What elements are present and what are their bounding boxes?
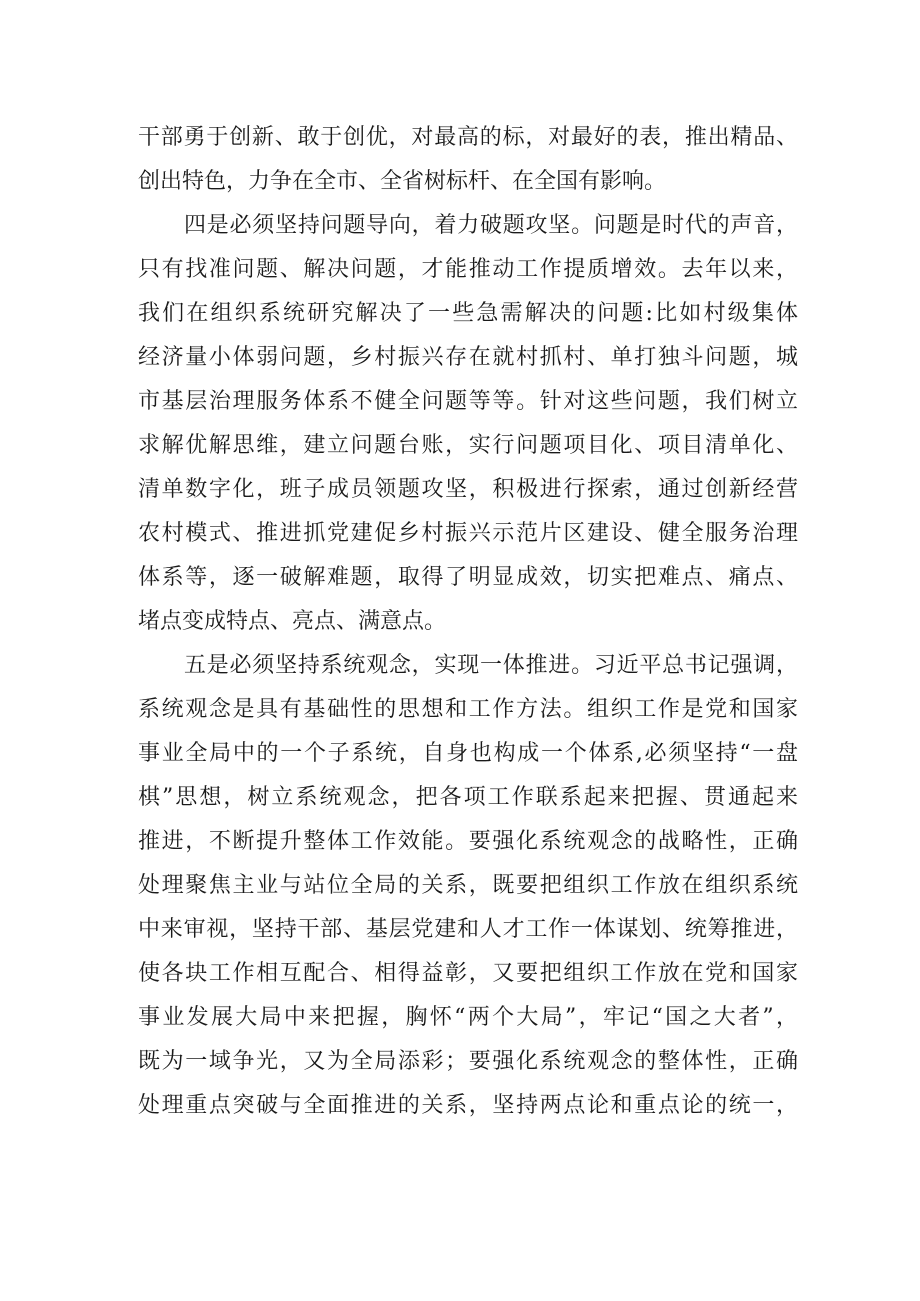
- paragraph-3-line-4: 棋”思想，树立系统观念，把各项工作联系起来把握、贯通起来: [138, 785, 798, 810]
- paragraph-2-line-10: 堵点变成特点、亮点、满意点。: [138, 609, 447, 634]
- paragraph-2-line-9: 体系等，逐一破解难题，取得了明显成效，切实把难点、痛点、: [138, 565, 798, 590]
- paragraph-1-line-2: 创出特色，力争在全市、全省树标杆、在全国有影响。: [138, 169, 667, 194]
- paragraph-2-line-3: 我们在组织系统研究解决了一些急需解决的问题:比如村级集体: [138, 301, 798, 326]
- paragraph-1-line-1: 干部勇于创新、敢于创优，对最高的标，对最好的表，推出精品、: [138, 125, 798, 150]
- paragraph-2-line-4: 经济量小体弱问题，乡村振兴存在就村抓村、单打独斗问题，城: [138, 345, 798, 370]
- paragraph-2-line-5: 市基层治理服务体系不健全问题等等。针对这些问题，我们树立: [138, 389, 798, 414]
- paragraph-3-line-8: 使各块工作相互配合、相得益彰，又要把组织工作放在党和国家: [138, 961, 798, 986]
- paragraph-3-line-10: 既为一域争光，又为全局添彩；要强化系统观念的整体性，正确: [138, 1049, 798, 1074]
- paragraph-2-line-1: 四是必须坚持问题导向，着力破题攻坚。问题是时代的声音，: [184, 213, 798, 238]
- paragraph-3-line-9: 事业发展大局中来把握，胸怀“两个大局”，牢记“国之大者”，: [138, 1005, 798, 1030]
- paragraph-2-line-8: 农村模式、推进抓党建促乡村振兴示范片区建设、健全服务治理: [138, 521, 798, 546]
- paragraph-3-line-7: 中来审视，坚持干部、基层党建和人才工作一体谋划、统筹推进，: [138, 917, 798, 942]
- paragraph-3-line-1: 五是必须坚持系统观念，实现一体推进。习近平总书记强调，: [184, 653, 798, 678]
- paragraph-3-line-5: 推进，不断提升整体工作效能。要强化系统观念的战略性，正确: [138, 829, 798, 854]
- paragraph-3-line-11: 处理重点突破与全面推进的关系，坚持两点论和重点论的统一，: [138, 1093, 798, 1118]
- paragraph-2-line-7: 清单数字化，班子成员领题攻坚，积极进行探索，通过创新经营: [138, 477, 798, 502]
- paragraph-3-line-2: 系统观念是具有基础性的思想和工作方法。组织工作是党和国家: [138, 697, 798, 722]
- paragraph-3-line-6: 处理聚焦主业与站位全局的关系，既要把组织工作放在组织系统: [138, 873, 798, 898]
- paragraph-2-line-2: 只有找准问题、解决问题，才能推动工作提质增效。去年以来，: [138, 257, 798, 282]
- paragraph-3-line-3: 事业全局中的一个子系统，自身也构成一个体系,必须坚持“一盘: [138, 741, 798, 766]
- paragraph-2-line-6: 求解优解思维，建立问题台账，实行问题项目化、项目清单化、: [138, 433, 798, 458]
